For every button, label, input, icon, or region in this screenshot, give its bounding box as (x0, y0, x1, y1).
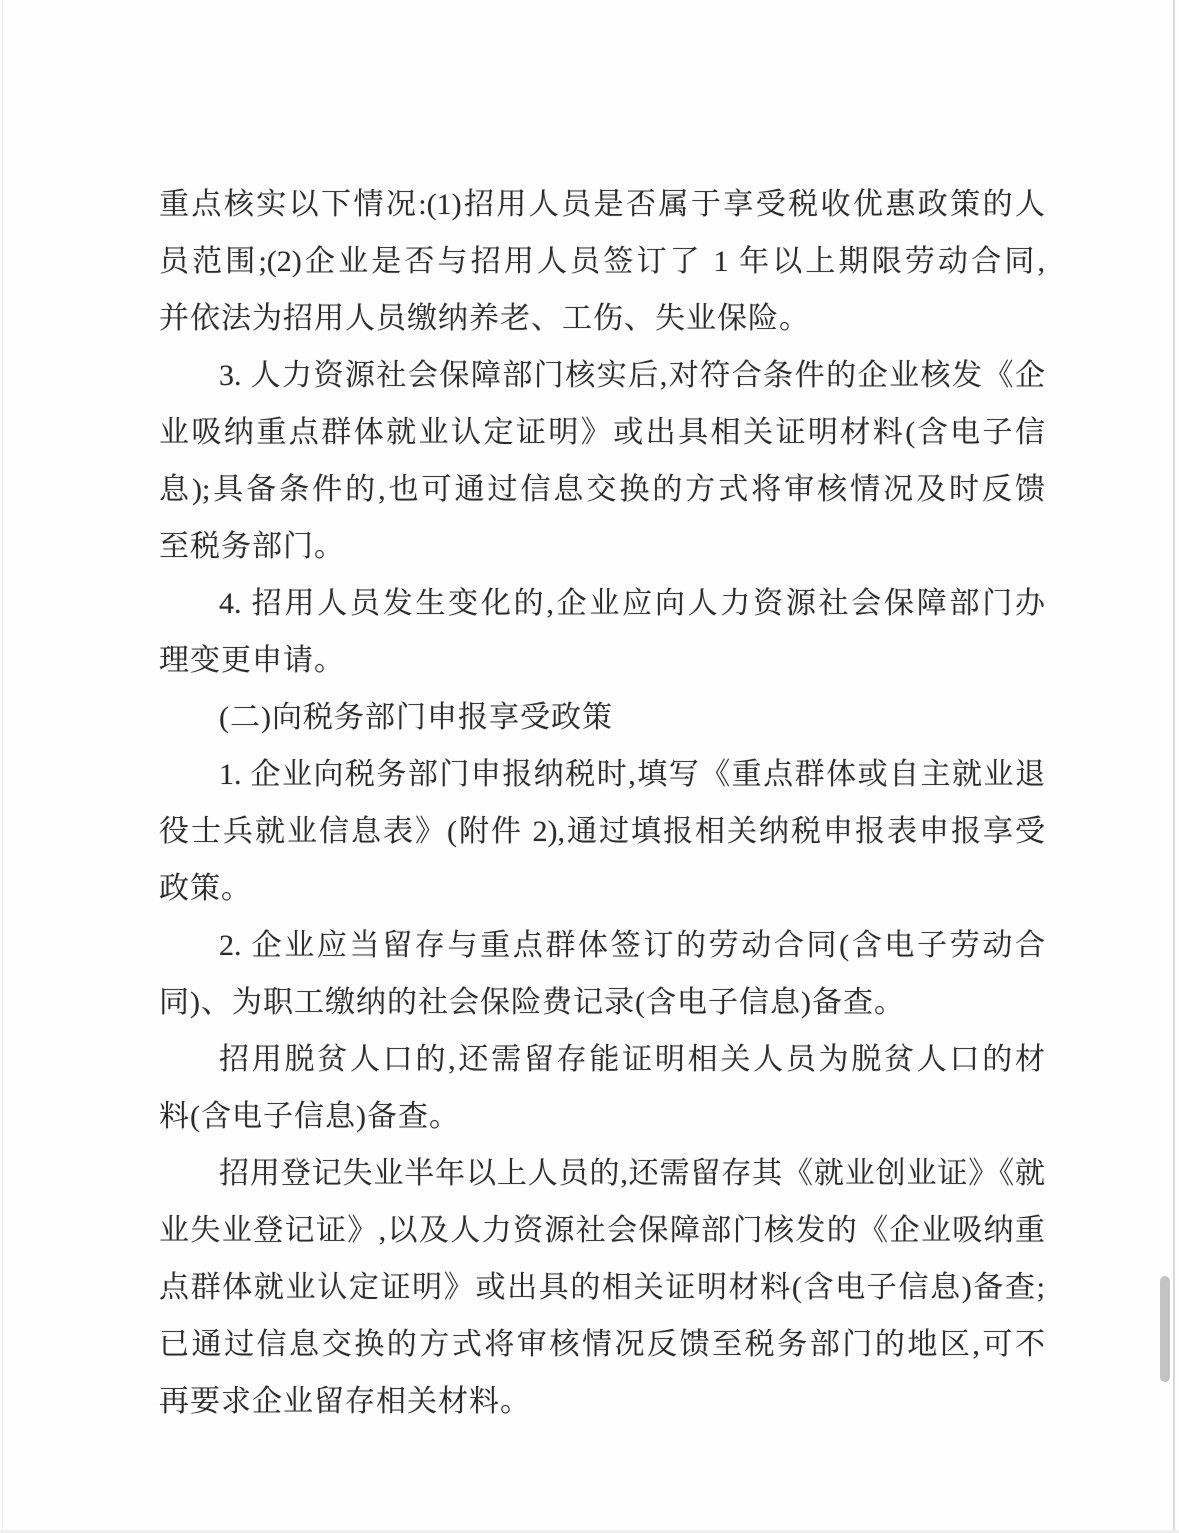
text-line: 息);具备条件的,也可通过信息交换的方式将审核情况及时反馈 (159, 473, 1045, 506)
text-line: 并依法为招用人员缴纳养老、工伤、失业保险。 (159, 302, 810, 335)
text-line: 业吸纳重点群体就业认定证明》或出具相关证明材料(含电子信 (159, 416, 1045, 449)
text-line: 4. 招用人员发生变化的,企业应向人力资源社会保障部门办 (219, 587, 1045, 620)
paragraph (159, 176, 1045, 347)
paragraph (159, 1031, 1045, 1145)
text-line: 政策。 (159, 872, 252, 905)
text-column (159, 176, 1045, 1430)
text-line: 役士兵就业信息表》(附件 2),通过填报相关纳税申报表申报享受 (159, 815, 1045, 848)
text-line: 1. 企业向税务部门申报纳税时,填写《重点群体或自主就业退 (219, 758, 1045, 791)
text-line: 已通过信息交换的方式将审核情况反馈至税务部门的地区,可不 (159, 1328, 1045, 1361)
text-line: 招用脱贫人口的,还需留存能证明相关人员为脱贫人口的材 (219, 1043, 1045, 1076)
paragraph (159, 347, 1045, 575)
text-line: 至税务部门。 (159, 530, 345, 563)
scrollbar-thumb[interactable] (1160, 1276, 1170, 1382)
text-line: 员范围;(2)企业是否与招用人员签订了 1 年以上期限劳动合同, (159, 245, 1045, 278)
text-line: 再要求企业留存相关材料。 (159, 1385, 531, 1418)
text-line: (二)向税务部门申报享受政策 (219, 701, 613, 734)
text-line: 重点核实以下情况:(1)招用人员是否属于享受税收优惠政策的人 (159, 188, 1045, 221)
paragraph (159, 1145, 1045, 1430)
text-line: 招用登记失业半年以上人员的,还需留存其《就业创业证》《就 (219, 1157, 1045, 1190)
page-left-edge (2, 0, 3, 1533)
paragraph (159, 746, 1045, 917)
text-line: 同)、为职工缴纳的社会保险费记录(含电子信息)备查。 (159, 986, 905, 1019)
paragraph (159, 917, 1045, 1031)
paragraph (159, 689, 1045, 746)
paragraph (159, 575, 1045, 689)
text-line: 料(含电子信息)备查。 (159, 1100, 460, 1133)
page-right-edge (1173, 0, 1175, 1533)
text-line: 3. 人力资源社会保障部门核实后,对符合条件的企业核发《企 (219, 359, 1045, 392)
text-line: 理变更申请。 (159, 644, 345, 677)
text-line: 业失业登记证》,以及人力资源社会保障部门核发的《企业吸纳重 (159, 1214, 1045, 1247)
text-line: 点群体就业认定证明》或出具的相关证明材料(含电子信息)备查; (159, 1271, 1045, 1304)
text-line: 2. 企业应当留存与重点群体签订的劳动合同(含电子劳动合 (219, 929, 1045, 962)
